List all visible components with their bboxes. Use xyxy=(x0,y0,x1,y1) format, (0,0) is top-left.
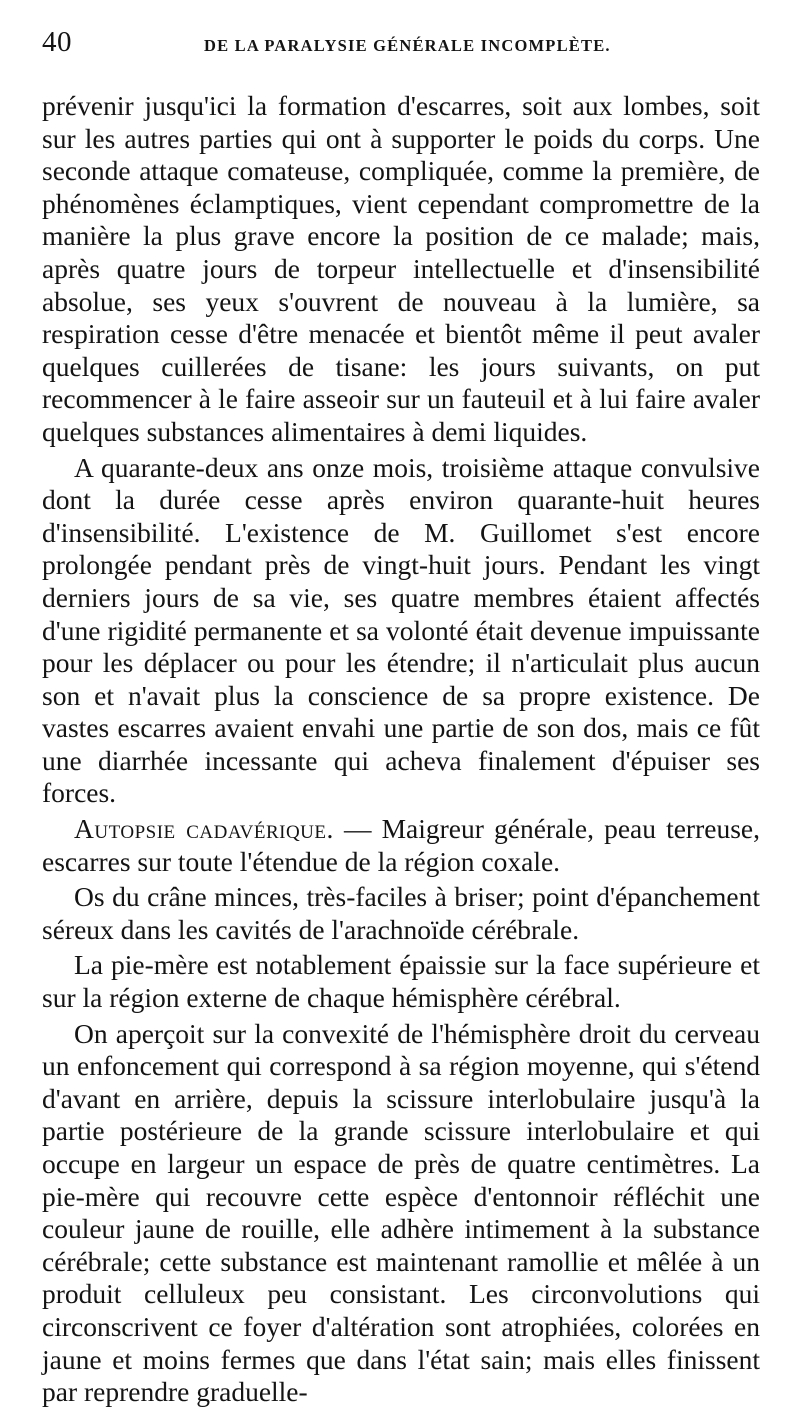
running-title: DE LA PARALYSIE GÉNÉRALE INCOMPLÈTE. xyxy=(204,36,611,55)
paragraph-third-attack: A quarante-deux ans onze mois, troisième attaque convulsive dont la durée cesse après environ quarante-huit heures d'insensibilité. L'existence de M. Guillomet s'est encore prolongée pendant près de vingt-huit jours. Pendant les vingt derniers jours de sa vie, ses quatre membres étaient affectés d'une rigidité permanente et sa volonté était devenue impuissante pour les déplacer ou pour les étendre; il n'articulait plus aucun son et n'avait plus la conscience de sa propre existence. De vastes escarres avaient envahi une partie de son dos, mais ce fût une diarrhée incessante qui acheva finalement d'épuiser ses forces. xyxy=(42,451,760,809)
body-text xyxy=(42,90,760,1409)
autopsy-label: Autopsie cadavérique. xyxy=(74,813,334,845)
paragraph-pia-mater: La pie-mère est notablement épaissie sur la face supérieure et sur la région externe de chaque hémisphère cérébral. xyxy=(42,949,760,1014)
paragraph-skull: Os du crâne minces, très-faciles à briser; point d'épanchement séreux dans les cavités de l'arachnoïde cérébrale. xyxy=(42,881,760,945)
paragraph-hemisphere: On aperçoit sur la convexité de l'hémisphère droit du cerveau un enfoncement qui correspond à sa région moyenne, qui s'étend d'avant en arrière, depuis la scissure interlobulaire jusqu'à la partie postérieure de la grande scissure interlobulaire et qui occupe en largeur un espace de près de quatre centimètres. La pie-mère qui recouvre cette espèce d'entonnoir réfléchit une couleur jaune de rouille, elle adhère intimement à la substance cérébrale; cette substance est maintenant ramollie et mêlée à un produit celluleux peu consistant. Les circonvolutions qui circonscrivent ce foyer d'altération sont atrophiées, colorées en jaune et moins fermes que dans l'état sain; mais elles finissent par reprendre graduelle- xyxy=(42,1017,760,1408)
paragraph-continued: prévenir jusqu'ici la formation d'escarres, soit aux lombes, soit sur les autres parties qui ont à supporter le poids du corps. Une seconde attaque comateuse, compliquée, comme la première, de phénomènes éclamptiques, vient cependant compromettre de la manière la plus grave encore la position de ce malade; mais, après quatre jours de torpeur intellectuelle et d'insensibilité absolue, ses yeux s'ouvrent de nouveau à la lumière, sa respiration cesse d'être menacée et bientôt même il peut avaler quelques cuillerées de tisane: les jours suivants, on put recommencer à le faire asseoir sur un fauteuil et à lui faire avaler quelques substances alimentaires à demi liquides. xyxy=(42,90,760,447)
page-number: 40 xyxy=(42,26,72,58)
autopsy-text: — Maigreur générale, peau terreuse, escarres sur toute l'étendue de la région coxale. xyxy=(42,813,760,877)
running-head xyxy=(42,26,760,70)
paragraph-autopsy xyxy=(42,813,760,878)
